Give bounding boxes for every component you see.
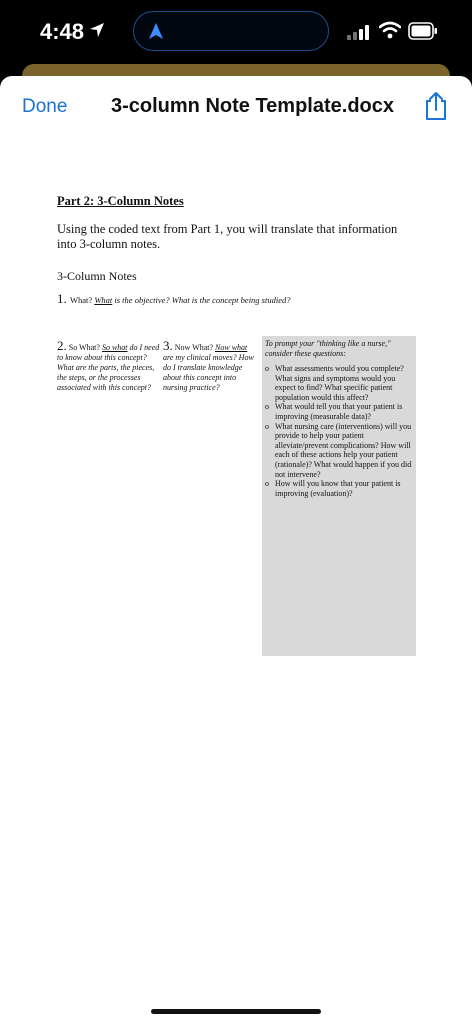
col3-underlined: Now what [215, 343, 248, 352]
wifi-icon [379, 21, 401, 39]
done-button[interactable]: Done [22, 96, 68, 117]
column-now-what [163, 338, 259, 393]
bullet-symbol: o [265, 421, 269, 431]
prompt-list [262, 364, 414, 498]
col3-number: 3. [163, 338, 173, 353]
list-item [262, 364, 414, 402]
col3-rest: are my clinical moves? How do I translate knowledge about this concept into nursing practice? [163, 353, 254, 392]
battery-icon [408, 22, 438, 40]
item-number: 1. [57, 291, 67, 306]
item-lead: What? [70, 295, 93, 305]
list-item-text: What assessments would you complete? What signs and symptoms would you expect to find? What specific patient population would this affect? [275, 364, 404, 402]
column-so-what [57, 338, 165, 393]
list-item-text: What would tell you that your patient is improving (measurable data)? [275, 402, 403, 421]
document-page[interactable] [0, 138, 472, 1024]
part-heading: Part 2: 3-Column Notes [57, 194, 184, 208]
dynamic-island[interactable] [133, 11, 329, 51]
document-title: 3-column Note Template.docx [111, 95, 395, 117]
col2-lead: So What? [68, 343, 100, 352]
list-item [262, 402, 414, 421]
navigation-arrow-icon [148, 22, 164, 40]
item-what [57, 291, 290, 307]
viewer-navbar [0, 76, 472, 139]
col3-lead: Now What? [174, 343, 214, 352]
home-indicator[interactable] [151, 1009, 321, 1014]
list-item [262, 479, 414, 498]
section-label: 3-Column Notes [57, 269, 137, 283]
list-item-text: How will you know that your patient is improving (evaluation)? [275, 479, 401, 498]
prompt-box [262, 336, 416, 656]
cellular-signal-icon [347, 24, 371, 40]
status-bar [0, 0, 472, 64]
status-time: 4:48 [40, 19, 85, 44]
col2-underlined: So what [101, 343, 128, 352]
list-item-text: What nursing care (interventions) will you provide to help your patient alleviate/prevent complications? How will each of these actions help your patient (rationale)? What would happen if you did not intervene? [275, 421, 412, 479]
col2-rest: do I need to know about this concept? What are the parts, the pieces, the steps, or the processes associated with this concept? [57, 343, 160, 392]
intro-paragraph: Using the coded text from Part 1, you will translate that information into 3-column notes. [57, 222, 398, 251]
list-item [262, 422, 414, 480]
item-underlined: What [94, 295, 113, 305]
bullet-symbol: o [265, 479, 269, 489]
prompt-intro: To prompt your "thinking like a nurse," consider these questions: [265, 339, 391, 358]
location-arrow-icon [89, 22, 105, 38]
bullet-symbol: o [265, 402, 269, 412]
col2-number: 2. [57, 338, 67, 353]
document-viewer [0, 76, 472, 1024]
bullet-symbol: o [265, 364, 269, 373]
share-icon[interactable] [424, 91, 448, 121]
item-rest: is the objective? What is the concept being studied? [112, 295, 291, 305]
